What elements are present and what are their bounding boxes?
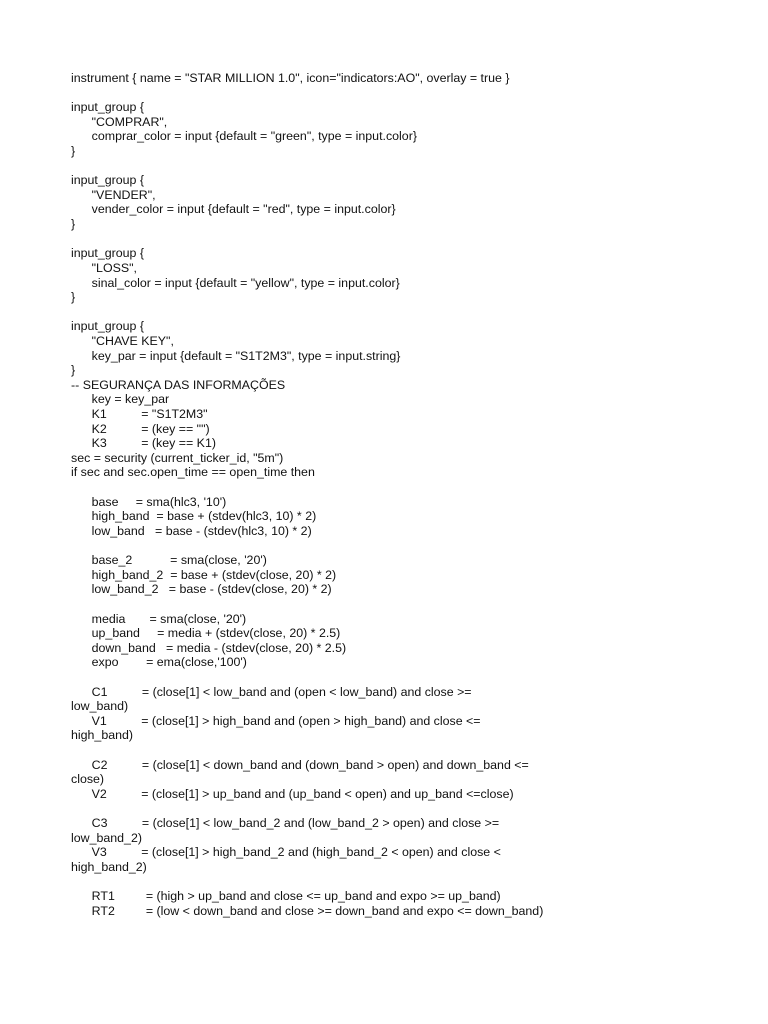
- code-line: expo = ema(close,'100'): [71, 655, 247, 670]
- code-line: [71, 743, 543, 758]
- code-line: V1 = (close[1] > high_band and (open > high_band) and close <=: [71, 713, 481, 728]
- code-line: V3 = (close[1] > high_band_2 and (high_band_2 < open) and close <: [71, 845, 501, 860]
- code-line: V2 = (close[1] > up_band and (up_band < open) and up_band <=close): [71, 786, 514, 801]
- code-line: K1 = "S1T2M3": [71, 407, 208, 422]
- code-line: key_par = input {default = "S1T2M3", type = input.string}: [71, 348, 401, 363]
- code-line: low_band_2 = base - (stdev(close, 20) * 2): [71, 582, 332, 597]
- code-line: }: [71, 144, 76, 159]
- code-listing: [71, 71, 543, 918]
- code-line: K2 = (key == ""): [71, 421, 210, 436]
- code-line: high_band_2): [71, 859, 147, 874]
- code-line: C2 = (close[1] < down_band and (down_band > open) and down_band <=: [71, 757, 529, 772]
- code-line: down_band = media - (stdev(close, 20) * 2.5): [71, 640, 347, 655]
- code-line: key = key_par: [71, 392, 170, 407]
- code-line: high_band_2 = base + (stdev(close, 20) * 2): [71, 567, 337, 582]
- code-line: [71, 232, 543, 247]
- code-line: base = sma(hlc3, '10'): [71, 494, 227, 509]
- code-line: C1 = (close[1] < low_band and (open < low_band) and close >=: [71, 684, 472, 699]
- code-line: if sec and sec.open_time == open_time then: [71, 465, 315, 480]
- code-line: }: [71, 363, 76, 378]
- code-line: [71, 670, 543, 685]
- code-line: RT1 = (high > up_band and close <= up_band and expo >= up_band): [71, 889, 501, 904]
- code-line: low_band = base - (stdev(hlc3, 10) * 2): [71, 523, 312, 538]
- code-line: [71, 86, 543, 101]
- code-line: [71, 480, 543, 495]
- code-line: RT2 = (low < down_band and close >= down_band and expo <= down_band): [71, 903, 544, 918]
- code-line: [71, 539, 543, 554]
- code-line: K3 = (key == K1): [71, 436, 216, 451]
- code-line: instrument { name = "STAR MILLION 1.0", icon="indicators:AO", overlay = true }: [71, 71, 510, 85]
- code-line: sinal_color = input {default = "yellow", type = input.color}: [71, 275, 400, 290]
- code-line: }: [71, 290, 76, 305]
- code-line: "VENDER",: [71, 187, 156, 202]
- code-line: "LOSS",: [71, 260, 137, 275]
- code-line: [71, 875, 543, 890]
- code-line: sec = security (current_ticker_id, "5m"): [71, 450, 284, 465]
- code-line: base_2 = sma(close, '20'): [71, 553, 267, 568]
- code-line: high_band = base + (stdev(hlc3, 10) * 2): [71, 509, 317, 524]
- code-line: "COMPRAR",: [71, 114, 168, 129]
- code-line: C3 = (close[1] < low_band_2 and (low_band_2 > open) and close >=: [71, 816, 500, 831]
- code-line: "CHAVE KEY",: [71, 333, 174, 348]
- code-line: low_band_2): [71, 830, 142, 845]
- code-line: [71, 801, 543, 816]
- code-line: up_band = media + (stdev(close, 20) * 2.5): [71, 626, 341, 641]
- code-line: [71, 159, 543, 174]
- code-line: input_group {: [71, 319, 145, 334]
- code-line: -- SEGURANÇA DAS INFORMAÇÕES: [71, 377, 286, 392]
- code-line: [71, 305, 543, 320]
- code-line: comprar_color = input {default = "green", type = input.color}: [71, 129, 417, 144]
- code-line: input_group {: [71, 173, 145, 188]
- code-line: }: [71, 217, 76, 232]
- code-line: input_group {: [71, 100, 145, 115]
- code-line: close): [71, 772, 105, 787]
- code-line: media = sma(close, '20'): [71, 611, 247, 626]
- code-line: high_band): [71, 728, 134, 743]
- code-line: low_band): [71, 699, 129, 714]
- code-line: vender_color = input {default = "red", type = input.color}: [71, 202, 396, 217]
- code-line: input_group {: [71, 246, 145, 261]
- code-line: [71, 597, 543, 612]
